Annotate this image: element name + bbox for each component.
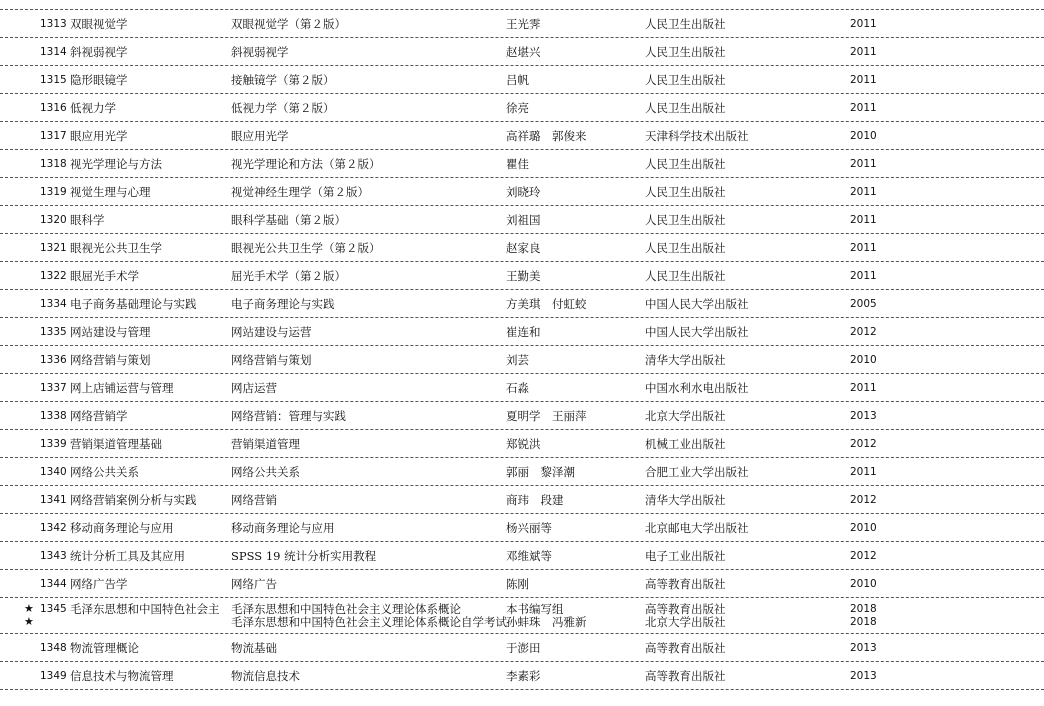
textbook-title: 眼应用光学 xyxy=(231,128,289,143)
course-code: 1334 xyxy=(40,297,67,310)
course-name: 网络营销学 xyxy=(70,408,128,423)
publisher: 高等教育出版社 xyxy=(645,640,726,655)
row-line xyxy=(0,213,1044,227)
textbook-title: 毛泽东思想和中国特色社会主义理论体系概论 xyxy=(231,602,461,616)
row-line xyxy=(0,577,1044,591)
author: 郑锐洪 xyxy=(506,436,541,451)
textbook-title: 网络广告 xyxy=(231,576,277,591)
course-code: 1345 xyxy=(40,603,67,615)
course-name: 信息技术与物流管理 xyxy=(70,668,174,683)
textbook-title: 物流基础 xyxy=(231,640,277,655)
publish-year: 2011 xyxy=(850,213,877,226)
publisher: 中国人民大学出版社 xyxy=(645,296,749,311)
publish-year: 2011 xyxy=(850,241,877,254)
course-name: 网站建设与管理 xyxy=(70,324,151,339)
publisher: 天津科学技术出版社 xyxy=(645,128,749,143)
publish-year: 2011 xyxy=(850,45,877,58)
table-row xyxy=(0,318,1044,346)
author: 石淼 xyxy=(506,380,529,395)
author: 商玮 段建 xyxy=(506,492,564,507)
publish-year: 2010 xyxy=(850,577,877,590)
publish-year: 2012 xyxy=(850,325,877,338)
course-code: 1314 xyxy=(40,45,67,58)
author: 高祥璐 郭俊来 xyxy=(506,128,587,143)
course-code: 1318 xyxy=(40,157,67,170)
publish-year: 2011 xyxy=(850,17,877,30)
publisher: 高等教育出版社 xyxy=(645,576,726,591)
row-line xyxy=(0,521,1044,535)
table-row xyxy=(0,346,1044,374)
table-row xyxy=(0,10,1044,38)
row-line xyxy=(0,549,1044,563)
row-line xyxy=(0,241,1044,255)
star-mark: ★ xyxy=(24,602,34,615)
table-row xyxy=(0,94,1044,122)
textbook-title: 电子商务理论与实践 xyxy=(231,296,335,311)
publish-year: 2011 xyxy=(850,185,877,198)
course-code: 1336 xyxy=(40,353,67,366)
author: 邓维斌等 xyxy=(506,548,552,563)
publisher: 北京大学出版社 xyxy=(645,408,726,423)
author: 赵家良 xyxy=(506,240,541,255)
row-line xyxy=(0,493,1044,507)
table-row xyxy=(0,662,1044,690)
publish-year: 2013 xyxy=(850,641,877,654)
author: 李素彩 xyxy=(506,668,541,683)
course-code: 1321 xyxy=(40,241,67,254)
row-line xyxy=(0,185,1044,199)
publisher: 人民卫生出版社 xyxy=(645,268,726,283)
course-code: 1322 xyxy=(40,269,67,282)
textbook-title: 视觉神经生理学（第２版） xyxy=(231,184,369,199)
author: 赵堪兴 xyxy=(506,44,541,59)
author: 吕帆 xyxy=(506,72,529,87)
course-name: 网络营销与策划 xyxy=(70,352,151,367)
table-row xyxy=(0,402,1044,430)
publisher: 机械工业出版社 xyxy=(645,436,726,451)
table-row xyxy=(0,206,1044,234)
table-row xyxy=(0,542,1044,570)
publish-year: 2018 xyxy=(850,616,877,628)
row-line xyxy=(0,381,1044,395)
publisher: 中国水利水电出版社 xyxy=(645,380,749,395)
course-name: 物流管理概论 xyxy=(70,640,139,655)
author: 刘晓玲 xyxy=(506,184,541,199)
publish-year: 2012 xyxy=(850,549,877,562)
course-name: 眼屈光手术学 xyxy=(70,268,139,283)
publish-year: 2010 xyxy=(850,353,877,366)
course-code: 1343 xyxy=(40,549,67,562)
row-line xyxy=(0,157,1044,171)
table-row xyxy=(0,634,1044,662)
table-row xyxy=(0,178,1044,206)
publish-year: 2011 xyxy=(850,381,877,394)
course-code: 1338 xyxy=(40,409,67,422)
textbook-title: SPSS 19 统计分析实用教程 xyxy=(231,548,377,563)
course-name: 电子商务基础理论与实践 xyxy=(70,296,197,311)
author: 刘祖国 xyxy=(506,212,541,227)
textbook-title: 网络营销与策划 xyxy=(231,352,312,367)
table-row xyxy=(0,430,1044,458)
textbook-title: 低视力学（第２版） xyxy=(231,100,335,115)
course-code: 1339 xyxy=(40,437,67,450)
table-row xyxy=(0,290,1044,318)
publish-year: 2013 xyxy=(850,669,877,682)
publisher: 北京邮电大学出版社 xyxy=(645,520,749,535)
publish-year: 2018 xyxy=(850,603,877,615)
textbook-title: 眼视光公共卫生学（第２版） xyxy=(231,240,381,255)
course-name: 斜视弱视学 xyxy=(70,44,128,59)
course-name: 统计分析工具及其应用 xyxy=(70,548,185,563)
textbook-title: 眼科学基础（第２版） xyxy=(231,212,346,227)
textbook-title: 网络公共关系 xyxy=(231,464,300,479)
author: 于澎田 xyxy=(506,640,541,655)
row-line xyxy=(0,17,1044,31)
table-row xyxy=(0,570,1044,598)
row-line xyxy=(0,45,1044,59)
course-code: 1337 xyxy=(40,381,67,394)
publisher: 中国人民大学出版社 xyxy=(645,324,749,339)
publish-year: 2011 xyxy=(850,269,877,282)
course-code: 1313 xyxy=(40,17,67,30)
table-row xyxy=(0,374,1044,402)
course-code: 1335 xyxy=(40,325,67,338)
publish-year: 2011 xyxy=(850,73,877,86)
publisher: 清华大学出版社 xyxy=(645,492,726,507)
course-name: 移动商务理论与应用 xyxy=(70,520,174,535)
publisher: 清华大学出版社 xyxy=(645,352,726,367)
publish-year: 2011 xyxy=(850,465,877,478)
publisher: 高等教育出版社 xyxy=(645,668,726,683)
row-line xyxy=(0,129,1044,143)
course-code: 1320 xyxy=(40,213,67,226)
row-line xyxy=(0,409,1044,423)
textbook-title: 网店运营 xyxy=(231,380,277,395)
publisher: 人民卫生出版社 xyxy=(645,212,726,227)
course-name: 低视力学 xyxy=(70,100,116,115)
table-row xyxy=(0,234,1044,262)
row-line xyxy=(0,615,1044,629)
author: 徐亮 xyxy=(506,100,529,115)
author: 王光霁 xyxy=(506,16,541,31)
course-name: 网络公共关系 xyxy=(70,464,139,479)
row-line xyxy=(0,669,1044,683)
course-name: 双眼视觉学 xyxy=(70,16,128,31)
course-code: 1348 xyxy=(40,641,67,654)
course-code: 1342 xyxy=(40,521,67,534)
textbook-title: 视光学理论和方法（第２版） xyxy=(231,156,381,171)
course-name: 眼科学 xyxy=(70,212,105,227)
textbook-title: 斜视弱视学 xyxy=(231,44,289,59)
author: 瞿佳 xyxy=(506,156,529,171)
course-code: 1316 xyxy=(40,101,67,114)
author: 杨兴丽等 xyxy=(506,520,552,535)
table-top-border xyxy=(0,0,1044,10)
course-name: 眼视光公共卫生学 xyxy=(70,240,162,255)
course-name: 网上店铺运营与管理 xyxy=(70,380,174,395)
publish-year: 2010 xyxy=(850,521,877,534)
textbook-title: 网络营销：管理与实践 xyxy=(231,408,346,423)
row-line xyxy=(0,325,1044,339)
course-code: 1340 xyxy=(40,465,67,478)
textbook-title: 移动商务理论与应用 xyxy=(231,520,335,535)
publish-year: 2011 xyxy=(850,101,877,114)
publisher: 电子工业出版社 xyxy=(645,548,726,563)
course-name: 营销渠道管理基础 xyxy=(70,436,162,451)
table-row xyxy=(0,262,1044,290)
author: 王勤美 xyxy=(506,268,541,283)
row-line xyxy=(0,73,1044,87)
course-code: 1344 xyxy=(40,577,67,590)
textbook-title: 营销渠道管理 xyxy=(231,436,300,451)
course-name: 眼应用光学 xyxy=(70,128,128,143)
table-row xyxy=(0,122,1044,150)
publisher: 人民卫生出版社 xyxy=(645,156,726,171)
star-mark: ★ xyxy=(24,615,34,628)
course-name: 视光学理论与方法 xyxy=(70,156,162,171)
course-name: 毛泽东思想和中国特色社会主 xyxy=(70,602,220,616)
table-row xyxy=(0,150,1044,178)
table-row xyxy=(0,38,1044,66)
row-line xyxy=(0,101,1044,115)
author: 方美琪 付虹蛟 xyxy=(506,296,587,311)
course-code: 1319 xyxy=(40,185,67,198)
publisher: 人民卫生出版社 xyxy=(645,240,726,255)
textbook-title: 接触镜学（第２版） xyxy=(231,72,335,87)
author: 刘芸 xyxy=(506,352,529,367)
publish-year: 2012 xyxy=(850,437,877,450)
table-row xyxy=(0,514,1044,542)
publisher: 北京大学出版社 xyxy=(645,615,726,629)
table-row xyxy=(0,66,1044,94)
publisher: 合肥工业大学出版社 xyxy=(645,464,749,479)
course-name: 视觉生理与心理 xyxy=(70,184,151,199)
course-code: 1341 xyxy=(40,493,67,506)
publish-year: 2010 xyxy=(850,129,877,142)
textbook-title: 双眼视觉学（第２版） xyxy=(231,16,346,31)
course-code: 1349 xyxy=(40,669,67,682)
row-line xyxy=(0,602,1044,616)
author: 崔连和 xyxy=(506,324,541,339)
publisher: 人民卫生出版社 xyxy=(645,184,726,199)
publisher: 人民卫生出版社 xyxy=(645,16,726,31)
publish-year: 2012 xyxy=(850,493,877,506)
publisher: 人民卫生出版社 xyxy=(645,100,726,115)
publish-year: 2011 xyxy=(850,157,877,170)
course-code: 1315 xyxy=(40,73,67,86)
publisher: 高等教育出版社 xyxy=(645,602,726,616)
textbook-title: 网络营销 xyxy=(231,492,277,507)
textbook-title: 毛泽东思想和中国特色社会主义理论体系概论自学考试 xyxy=(231,615,507,629)
table-row xyxy=(0,458,1044,486)
course-name: 网络广告学 xyxy=(70,576,128,591)
textbook-title: 屈光手术学（第２版） xyxy=(231,268,346,283)
publish-year: 2013 xyxy=(850,409,877,422)
row-line xyxy=(0,297,1044,311)
row-line xyxy=(0,353,1044,367)
row-line xyxy=(0,641,1044,655)
textbook-title: 网站建设与运营 xyxy=(231,324,312,339)
textbook-title: 物流信息技术 xyxy=(231,668,300,683)
author: 本书编写组 xyxy=(506,602,564,616)
author: 陈刚 xyxy=(506,576,529,591)
table-row xyxy=(0,598,1044,634)
course-name: 网络营销案例分析与实践 xyxy=(70,492,197,507)
author: 夏明学 王丽萍 xyxy=(506,408,587,423)
course-code: 1317 xyxy=(40,129,67,142)
row-line xyxy=(0,269,1044,283)
author: 孙蚌珠 冯雅新 xyxy=(506,615,587,629)
table-row xyxy=(0,486,1044,514)
publisher: 人民卫生出版社 xyxy=(645,44,726,59)
publish-year: 2005 xyxy=(850,297,877,310)
publisher: 人民卫生出版社 xyxy=(645,72,726,87)
row-line xyxy=(0,465,1044,479)
course-name: 隐形眼镜学 xyxy=(70,72,128,87)
row-line xyxy=(0,437,1044,451)
author: 郭丽 黎泽潮 xyxy=(506,464,575,479)
